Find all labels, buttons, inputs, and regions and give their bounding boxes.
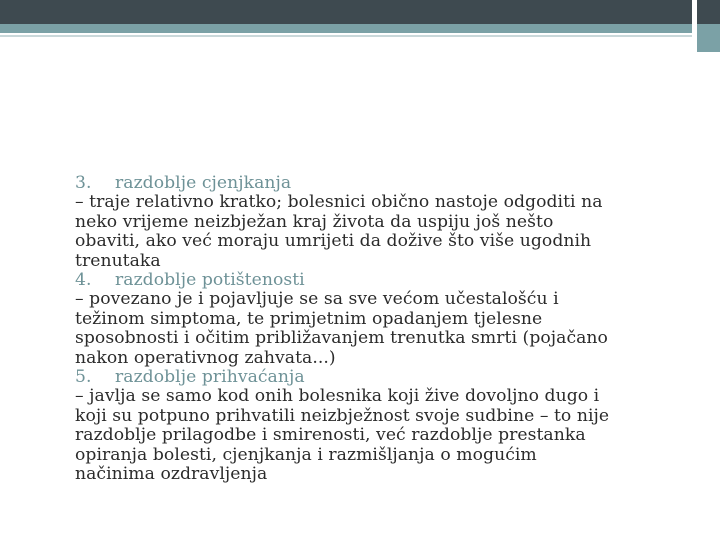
section-heading [75, 368, 675, 387]
header-thin-line [0, 35, 720, 37]
slide-body [75, 174, 675, 485]
section-number: 4. [75, 270, 92, 291]
body-line: koji su potpuno prihvatili neizbježnost svoje sudbine – to nije [75, 405, 610, 426]
corner-teal-block [697, 24, 720, 52]
section-title: razdoblje prihvaćanja [115, 367, 305, 388]
section-number: 5. [75, 367, 92, 388]
body-line: – traje relativno kratko; bolesnici obično nastoje odgoditi na [75, 192, 603, 213]
body-line: razdoblje prilagodbe i smirenosti, već razdoblje prestanka [75, 425, 586, 446]
header-dark-stripe [0, 0, 692, 24]
body-line: sposobnosti i očitim približavanjem trenutka smrti (pojačano [75, 328, 608, 349]
body-line: – javlja se samo kod onih bolesnika koji žive dovoljno dugo i [75, 386, 600, 407]
body-line: neko vrijeme neizbježan kraj života da uspiju još nešto [75, 211, 554, 232]
body-line: opiranja bolesti, cjenjkanja i razmišljanja o mogućim [75, 444, 537, 465]
body-line: težinom simptoma, te primjetnim opadanjem tjelesne [75, 308, 543, 329]
section-title: razdoblje cjenjkanja [115, 173, 292, 193]
body-line: nakon operativnog zahvata...) [75, 347, 336, 368]
body-line: trenutaka [75, 250, 161, 271]
header-teal-stripe [0, 24, 720, 33]
corner-dark-block [697, 0, 720, 24]
section-heading [75, 174, 675, 193]
body-line: – povezano je i pojavljuje se sa sve većom učestalošću i [75, 289, 559, 310]
body-line: načinima ozdravljenja [75, 464, 268, 485]
section-number: 3. [75, 173, 92, 193]
body-line: obaviti, ako već moraju umrijeti da dožive što više ugodnih [75, 231, 592, 252]
section-title: razdoblje potištenosti [115, 270, 305, 291]
section-heading [75, 271, 675, 290]
